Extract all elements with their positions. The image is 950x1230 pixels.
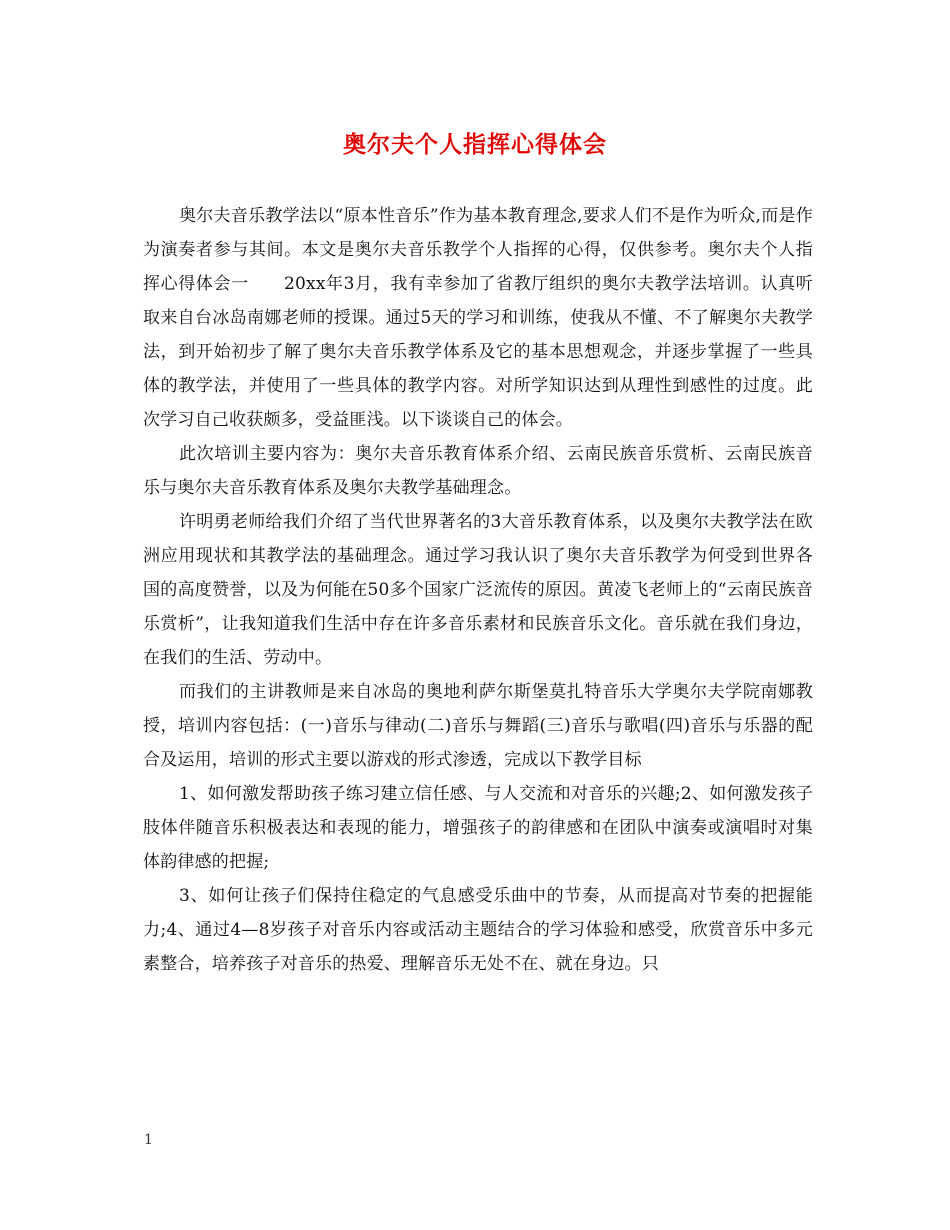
- paragraph-6: 3、如何让孩子们保持住稳定的气息感受乐曲中的节奏，从而提高对节奏的把握能力;4、通过4—8岁孩子对音乐内容或活动主题结合的学习体验和感受，欣赏音乐中多元素整合，培养孩子对音乐的热爱、理解音乐无处不在、就在身边。只: [143, 886, 813, 974]
- paragraph-5: 1、如何激发帮助孩子练习建立信任感、与人交流和对音乐的兴趣;2、如何激发孩子肢体伴随音乐积极表达和表现的能力，增强孩子的韵律感和在团队中演奏或演唱时对集体韵律感的把握;: [143, 784, 813, 872]
- document-body: [143, 199, 813, 981]
- document-title: 奥尔夫个人指挥心得体会: [343, 131, 607, 158]
- paragraph-3: 许明勇老师给我们介绍了当代世界著名的3大音乐教育体系，以及奥尔夫教学法在欧洲应用现状和其教学法的基础理念。通过学习我认识了奥尔夫音乐教学为何受到世界各国的高度赞誉，以及为何能在50多个国家广泛流传的原因。黄凌飞老师上的“云南民族音乐赏析”，让我知道我们生活中存在许多音乐素材和民族音乐文化。音乐就在我们身边，在我们的生活、劳动中。: [143, 512, 813, 668]
- paragraph-4: 而我们的主讲教师是来自冰岛的奥地利萨尔斯堡莫扎特音乐大学奥尔夫学院南娜教授，培训内容包括：(一)音乐与律动(二)音乐与舞蹈(三)音乐与歌唱(四)音乐与乐器的配合及运用，培训的形式主要以游戏的形式渗透，完成以下教学目标: [143, 682, 813, 770]
- paragraph-1: 奥尔夫音乐教学法以“原本性音乐”作为基本教育理念,要求人们不是作为听众,而是作为演奏者参与其间。本文是奥尔夫音乐教学个人指挥的心得，仅供参考。奥尔夫个人指挥心得体会一 20xx年3月，我有幸参加了省教厅组织的奥尔夫教学法培训。认真听取来自台冰岛南娜老师的授课。通过5天的学习和训练，使我从不懂、不了解奥尔夫教学法，到开始初步了解了奥尔夫音乐教学体系及它的基本思想观念，并逐步掌握了一些具体的教学法，并使用了一些具体的教学内容。对所学知识达到从理性到感性的过度。此次学习自己收获颇多，受益匪浅。以下谈谈自己的体会。: [143, 206, 813, 430]
- paragraph-2: 此次培训主要内容为：奥尔夫音乐教育体系介绍、云南民族音乐赏析、云南民族音乐与奥尔夫音乐教育体系及奥尔夫教学基础理念。: [143, 444, 813, 498]
- page-number: 1: [144, 1132, 153, 1148]
